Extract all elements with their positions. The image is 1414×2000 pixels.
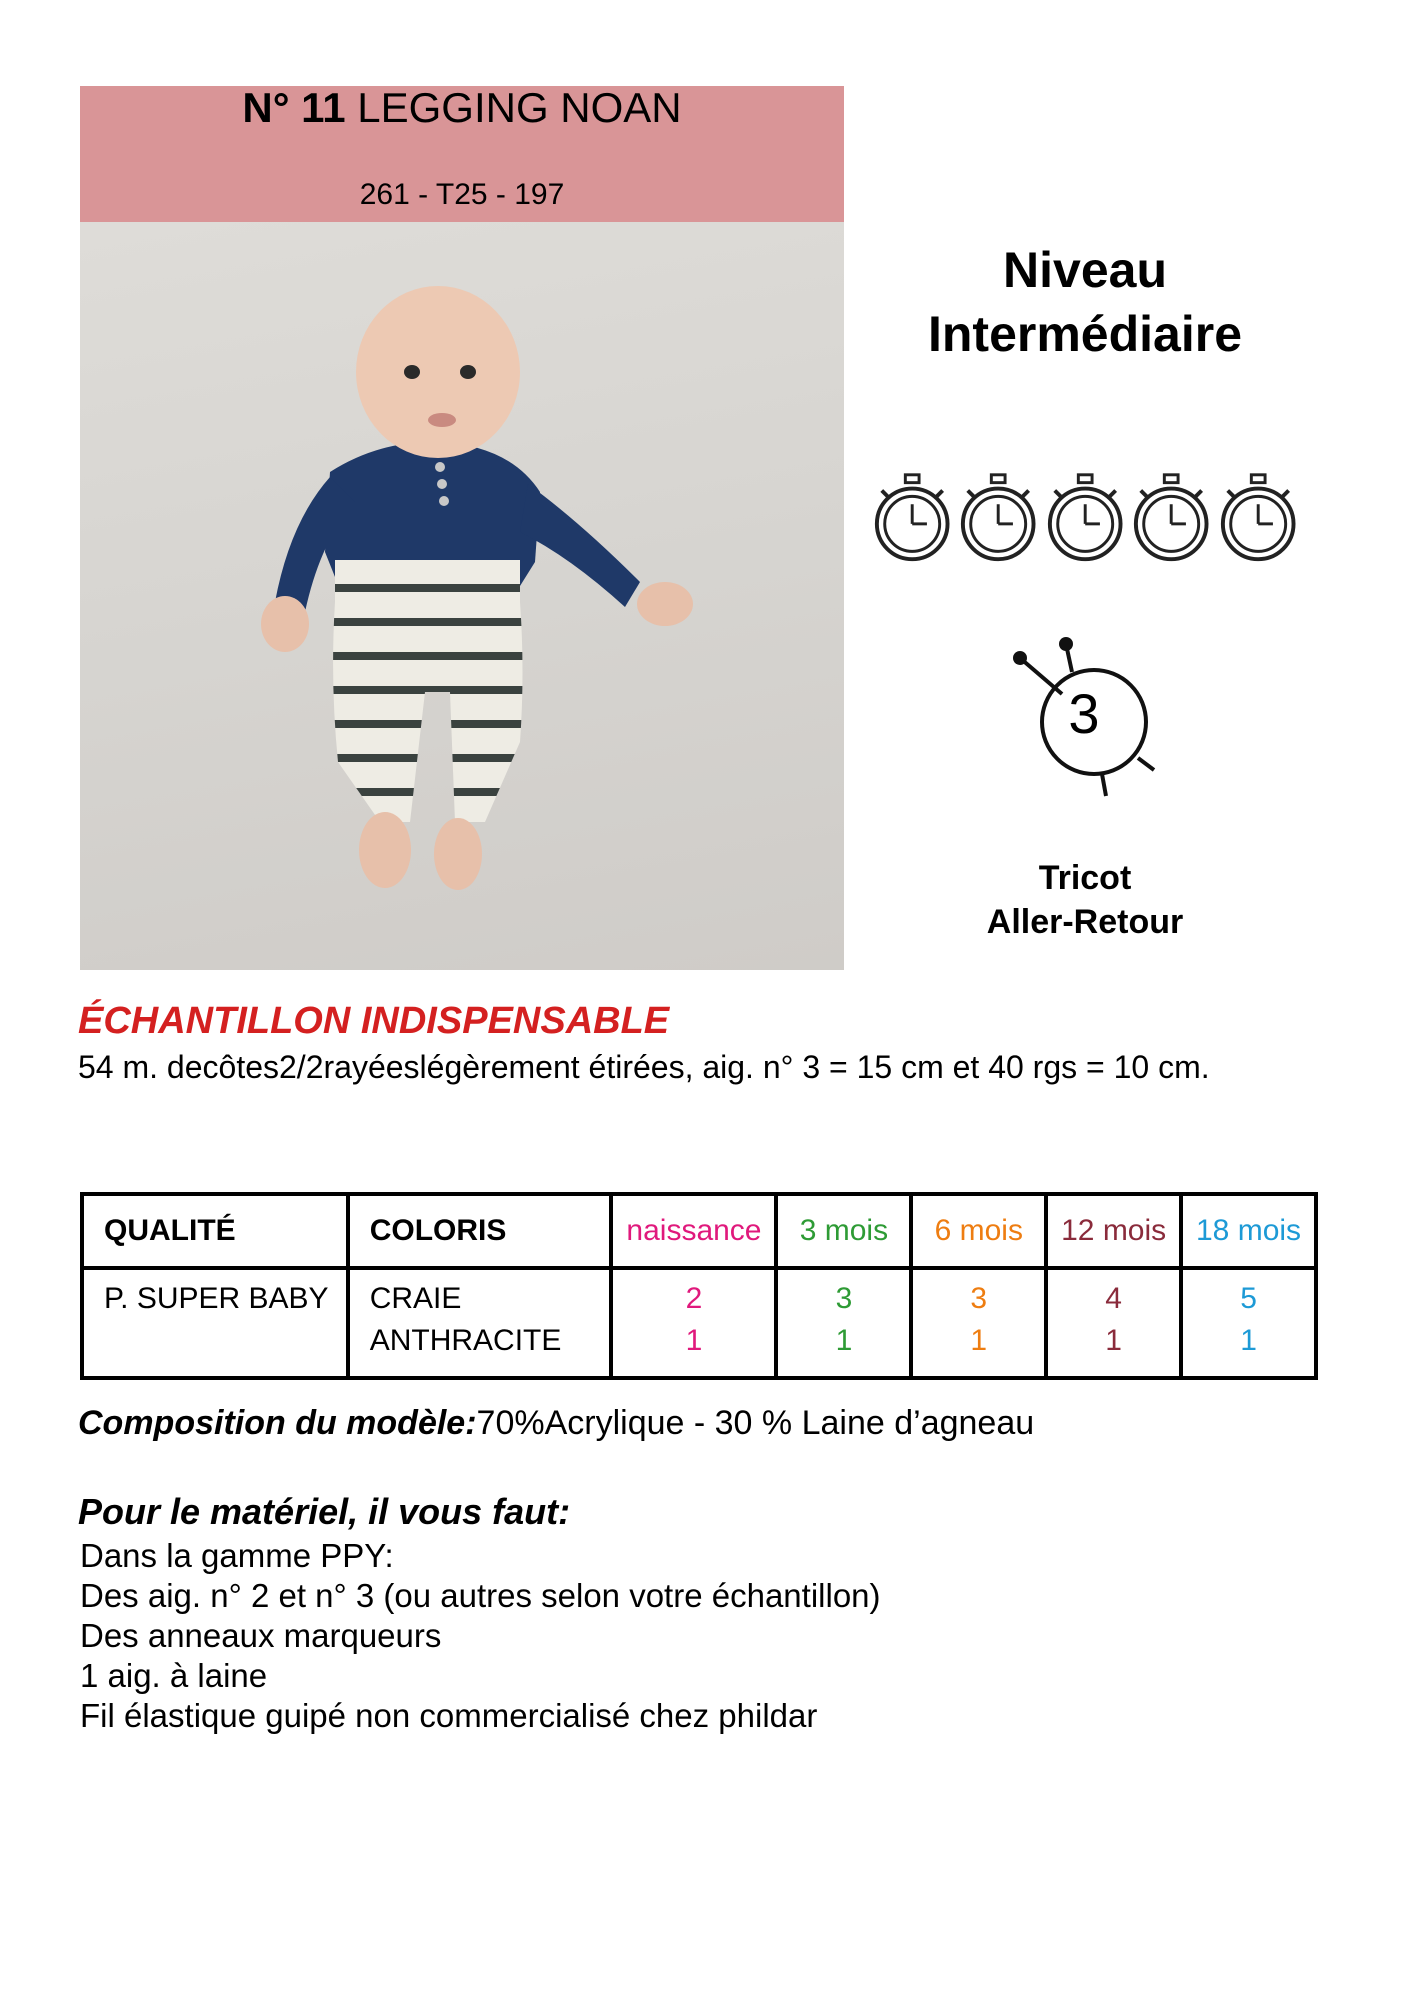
technique-line-1: Tricot xyxy=(1038,859,1132,897)
table-header-row xyxy=(82,1194,1316,1268)
composition-label: Composition du modèle: xyxy=(78,1404,477,1442)
cell-qty-birth xyxy=(611,1268,776,1378)
qty-craie: 5 xyxy=(1240,1282,1257,1315)
header-size-birth: naissance xyxy=(611,1194,776,1268)
stopwatch-icon xyxy=(1129,470,1213,564)
gauge-text: 54 m. decôtes2/2rayéeslégèrement étirées, aig. n° 3 = 15 cm et 40 rgs = 10 cm. xyxy=(78,1049,1210,1085)
pattern-title xyxy=(80,86,844,130)
stopwatch-icon xyxy=(956,470,1040,564)
qty-anthracite: 1 xyxy=(835,1324,853,1357)
table-row xyxy=(82,1268,1316,1378)
qty-craie: 4 xyxy=(1105,1282,1122,1315)
qty-craie: 3 xyxy=(970,1282,988,1315)
qty-craie: 2 xyxy=(685,1282,703,1315)
yarn-quantity-table xyxy=(80,1192,1318,1380)
pattern-reference: 261 - T25 - 197 xyxy=(359,178,565,211)
material-list xyxy=(80,1536,881,1736)
qty-craie: 3 xyxy=(835,1282,853,1315)
header-size-3m: 3 mois xyxy=(776,1194,911,1268)
cell-quality: P. SUPER BABY xyxy=(82,1268,348,1378)
header-banner xyxy=(80,86,844,222)
list-item: Dans la gamme PPY: xyxy=(80,1537,394,1574)
time-rating xyxy=(870,470,1300,570)
header-size-18m: 18 mois xyxy=(1181,1194,1316,1268)
qty-anthracite: 1 xyxy=(685,1324,703,1357)
composition-value: 70%Acrylique - 30 % Laine d’agneau xyxy=(476,1404,1035,1442)
difficulty-level-value: Intermédiaire xyxy=(927,306,1242,362)
composition xyxy=(78,1402,1034,1444)
qty-anthracite: 1 xyxy=(970,1324,988,1357)
pattern-number: N° 11 xyxy=(242,84,346,131)
gauge-heading: ÉCHANTILLON INDISPENSABLE xyxy=(78,1000,670,1042)
header-size-12m: 12 mois xyxy=(1046,1194,1181,1268)
list-item: 1 aig. à laine xyxy=(80,1657,268,1694)
cell-colors xyxy=(348,1268,612,1378)
header-quality: QUALITÉ xyxy=(82,1194,348,1268)
stopwatch-icon xyxy=(870,470,954,564)
list-item: Des aig. n° 2 et n° 3 (ou autres selon votre échantillon) xyxy=(80,1577,881,1614)
pattern-name: LEGGING NOAN xyxy=(357,84,682,131)
qty-anthracite: 1 xyxy=(1240,1324,1257,1357)
color-anthracite: ANTHRACITE xyxy=(369,1324,562,1357)
difficulty-level xyxy=(880,238,1290,366)
baby-in-striped-legging-image xyxy=(80,222,844,970)
cell-qty-18m xyxy=(1181,1268,1316,1378)
qty-anthracite: 1 xyxy=(1105,1324,1122,1357)
cell-qty-12m xyxy=(1046,1268,1181,1378)
knitting-technique xyxy=(880,856,1290,944)
stopwatch-icon xyxy=(1043,470,1127,564)
needle-size: 3 xyxy=(1068,682,1100,745)
cell-qty-3m xyxy=(776,1268,911,1378)
header-colors: COLORIS xyxy=(348,1194,612,1268)
stopwatch-icon xyxy=(1216,470,1300,564)
technique-line-2: Aller-Retour xyxy=(986,903,1184,941)
color-craie: CRAIE xyxy=(369,1282,462,1315)
list-item: Fil élastique guipé non commercialisé chez phildar xyxy=(80,1697,818,1734)
difficulty-level-label: Niveau xyxy=(1003,242,1167,298)
product-photo xyxy=(80,222,844,970)
cell-qty-6m xyxy=(911,1268,1046,1378)
list-item: Des anneaux marqueurs xyxy=(80,1617,442,1654)
header-size-6m: 6 mois xyxy=(911,1194,1046,1268)
material-heading: Pour le matériel, il vous faut: xyxy=(78,1491,571,1532)
